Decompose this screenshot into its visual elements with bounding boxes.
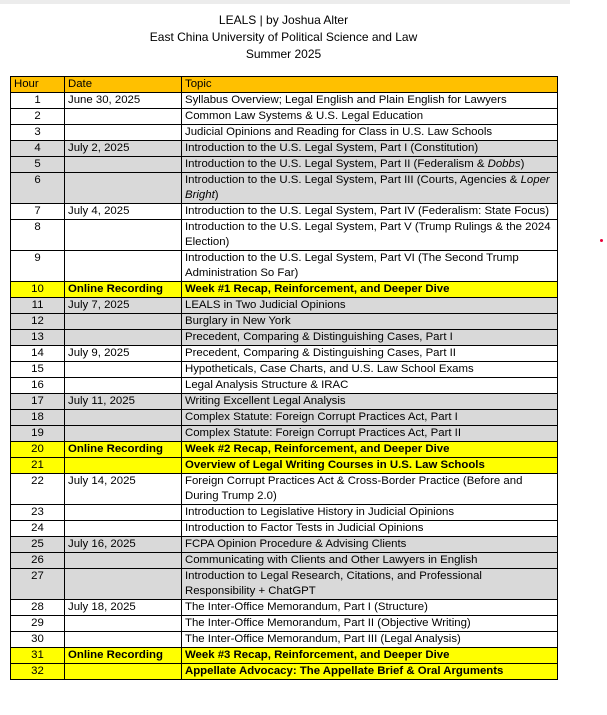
topic-cell: Complex Statute: Foreign Corrupt Practices Act, Part I [182, 410, 558, 426]
hour-cell: 24 [11, 521, 65, 537]
topic-cell: Precedent, Comparing & Distinguishing Cases, Part I [182, 330, 558, 346]
table-row [11, 553, 558, 569]
date-cell: June 30, 2025 [65, 93, 182, 109]
date-cell [65, 426, 182, 442]
hour-cell: 18 [11, 410, 65, 426]
date-cell [65, 378, 182, 394]
column-header-topic: Topic [182, 77, 558, 93]
table-row [11, 521, 558, 537]
hour-cell: 25 [11, 537, 65, 553]
hour-cell: 12 [11, 314, 65, 330]
topic-cell: Syllabus Overview; Legal English and Plain English for Lawyers [182, 93, 558, 109]
topic-cell: LEALS in Two Judicial Opinions [182, 298, 558, 314]
date-cell [65, 314, 182, 330]
hour-cell: 3 [11, 125, 65, 141]
topic-cell: The Inter-Office Memorandum, Part I (Structure) [182, 600, 558, 616]
table-row [11, 157, 558, 173]
table-row [11, 204, 558, 220]
schedule-table [10, 76, 558, 680]
table-row [11, 173, 558, 204]
date-cell [65, 458, 182, 474]
topic-cell: The Inter-Office Memorandum, Part II (Objective Writing) [182, 616, 558, 632]
topic-cell: Introduction to Factor Tests in Judicial Opinions [182, 521, 558, 537]
hour-cell: 27 [11, 569, 65, 600]
course-title: LEALS | by Joshua Alter [218, 13, 349, 27]
hour-cell: 19 [11, 426, 65, 442]
topic-cell: FCPA Opinion Procedure & Advising Clients [182, 537, 558, 553]
date-cell: July 2, 2025 [65, 141, 182, 157]
table-row [11, 346, 558, 362]
topic-cell: Hypotheticals, Case Charts, and U.S. Law School Exams [182, 362, 558, 378]
date-cell [65, 220, 182, 251]
date-cell: July 14, 2025 [65, 474, 182, 505]
topic-cell: Legal Analysis Structure & IRAC [182, 378, 558, 394]
topic-cell: Burglary in New York [182, 314, 558, 330]
hour-cell: 21 [11, 458, 65, 474]
hour-cell: 30 [11, 632, 65, 648]
hour-cell: 10 [11, 282, 65, 298]
topic-cell: Overview of Legal Writing Courses in U.S. Law Schools [182, 458, 558, 474]
hour-cell: 11 [11, 298, 65, 314]
date-cell [65, 521, 182, 537]
table-row [11, 600, 558, 616]
date-cell [65, 109, 182, 125]
date-cell [65, 616, 182, 632]
date-cell [65, 330, 182, 346]
term: Summer 2025 [245, 47, 322, 61]
hour-cell: 13 [11, 330, 65, 346]
table-row [11, 474, 558, 505]
hour-cell: 23 [11, 505, 65, 521]
table-row [11, 442, 558, 458]
topic-cell: Communicating with Clients and Other Lawyers in English [182, 553, 558, 569]
hour-cell: 28 [11, 600, 65, 616]
date-cell [65, 553, 182, 569]
hour-cell: 16 [11, 378, 65, 394]
hour-cell: 15 [11, 362, 65, 378]
date-cell: July 9, 2025 [65, 346, 182, 362]
date-cell [65, 664, 182, 680]
column-header-date: Date [65, 77, 182, 93]
topic-cell: Common Law Systems & U.S. Legal Education [182, 109, 558, 125]
hour-cell: 2 [11, 109, 65, 125]
hour-cell: 32 [11, 664, 65, 680]
hour-cell: 22 [11, 474, 65, 505]
topic-cell: Judicial Opinions and Reading for Class in U.S. Law Schools [182, 125, 558, 141]
table-row [11, 426, 558, 442]
topic-cell: Complex Statute: Foreign Corrupt Practices Act, Part II [182, 426, 558, 442]
topic-cell: Introduction to the U.S. Legal System, Part V (Trump Rulings & the 2024 Election) [182, 220, 558, 251]
hour-cell: 17 [11, 394, 65, 410]
table-row [11, 394, 558, 410]
topic-cell: Precedent, Comparing & Distinguishing Cases, Part II [182, 346, 558, 362]
table-row [11, 458, 558, 474]
topic-cell: Foreign Corrupt Practices Act & Cross-Border Practice (Before and During Trump 2.0) [182, 474, 558, 505]
date-cell [65, 569, 182, 600]
table-row [11, 632, 558, 648]
university-name: East China University of Political Science and Law [149, 30, 418, 44]
date-cell: Online Recording [65, 282, 182, 298]
table-row [11, 314, 558, 330]
date-cell: Online Recording [65, 442, 182, 458]
date-cell [65, 173, 182, 204]
table-row [11, 125, 558, 141]
table-row [11, 362, 558, 378]
table-row [11, 505, 558, 521]
hour-cell: 6 [11, 173, 65, 204]
table-row [11, 141, 558, 157]
topic-cell: The Inter-Office Memorandum, Part III (Legal Analysis) [182, 632, 558, 648]
table-row [11, 648, 558, 664]
table-row [11, 109, 558, 125]
table-row [11, 616, 558, 632]
hour-cell: 7 [11, 204, 65, 220]
hour-cell: 31 [11, 648, 65, 664]
topic-cell: Week #3 Recap, Reinforcement, and Deeper Dive [182, 648, 558, 664]
date-cell: July 7, 2025 [65, 298, 182, 314]
table-row [11, 251, 558, 282]
hour-cell: 29 [11, 616, 65, 632]
topic-cell: Introduction to the U.S. Legal System, Part III (Courts, Agencies & Loper Bright) [182, 173, 558, 204]
date-cell [65, 251, 182, 282]
hour-cell: 20 [11, 442, 65, 458]
hour-cell: 9 [11, 251, 65, 282]
topic-cell: Introduction to the U.S. Legal System, Part II (Federalism & Dobbs) [182, 157, 558, 173]
hour-cell: 8 [11, 220, 65, 251]
date-cell [65, 632, 182, 648]
table-row [11, 664, 558, 680]
date-cell [65, 410, 182, 426]
top-divider [0, 0, 570, 4]
date-cell: July 4, 2025 [65, 204, 182, 220]
topic-cell: Introduction to Legal Research, Citations, and Professional Responsibility + ChatGPT [182, 569, 558, 600]
date-cell [65, 362, 182, 378]
document-header [10, 12, 557, 63]
table-row [11, 410, 558, 426]
hour-cell: 1 [11, 93, 65, 109]
hour-cell: 4 [11, 141, 65, 157]
topic-cell: Introduction to the U.S. Legal System, Part IV (Federalism: State Focus) [182, 204, 558, 220]
column-header-hour: Hour [11, 77, 65, 93]
table-row [11, 298, 558, 314]
hour-cell: 26 [11, 553, 65, 569]
hour-cell: 14 [11, 346, 65, 362]
date-cell: Online Recording [65, 648, 182, 664]
topic-cell: Week #2 Recap, Reinforcement, and Deeper Dive [182, 442, 558, 458]
date-cell [65, 157, 182, 173]
hour-cell: 5 [11, 157, 65, 173]
topic-cell: Introduction to Legislative History in Judicial Opinions [182, 505, 558, 521]
table-header-row [11, 77, 558, 93]
table-row [11, 282, 558, 298]
table-row [11, 93, 558, 109]
table-row [11, 537, 558, 553]
topic-cell: Writing Excellent Legal Analysis [182, 394, 558, 410]
topic-cell: Appellate Advocacy: The Appellate Brief & Oral Arguments [182, 664, 558, 680]
table-row [11, 220, 558, 251]
table-row [11, 378, 558, 394]
date-cell: July 18, 2025 [65, 600, 182, 616]
date-cell: July 11, 2025 [65, 394, 182, 410]
marker-dot [600, 239, 603, 242]
topic-cell: Introduction to the U.S. Legal System, Part I (Constitution) [182, 141, 558, 157]
topic-cell: Introduction to the U.S. Legal System, Part VI (The Second Trump Administration So Far) [182, 251, 558, 282]
topic-cell: Week #1 Recap, Reinforcement, and Deeper Dive [182, 282, 558, 298]
table-row [11, 330, 558, 346]
date-cell [65, 505, 182, 521]
date-cell [65, 125, 182, 141]
date-cell: July 16, 2025 [65, 537, 182, 553]
table-row [11, 569, 558, 600]
